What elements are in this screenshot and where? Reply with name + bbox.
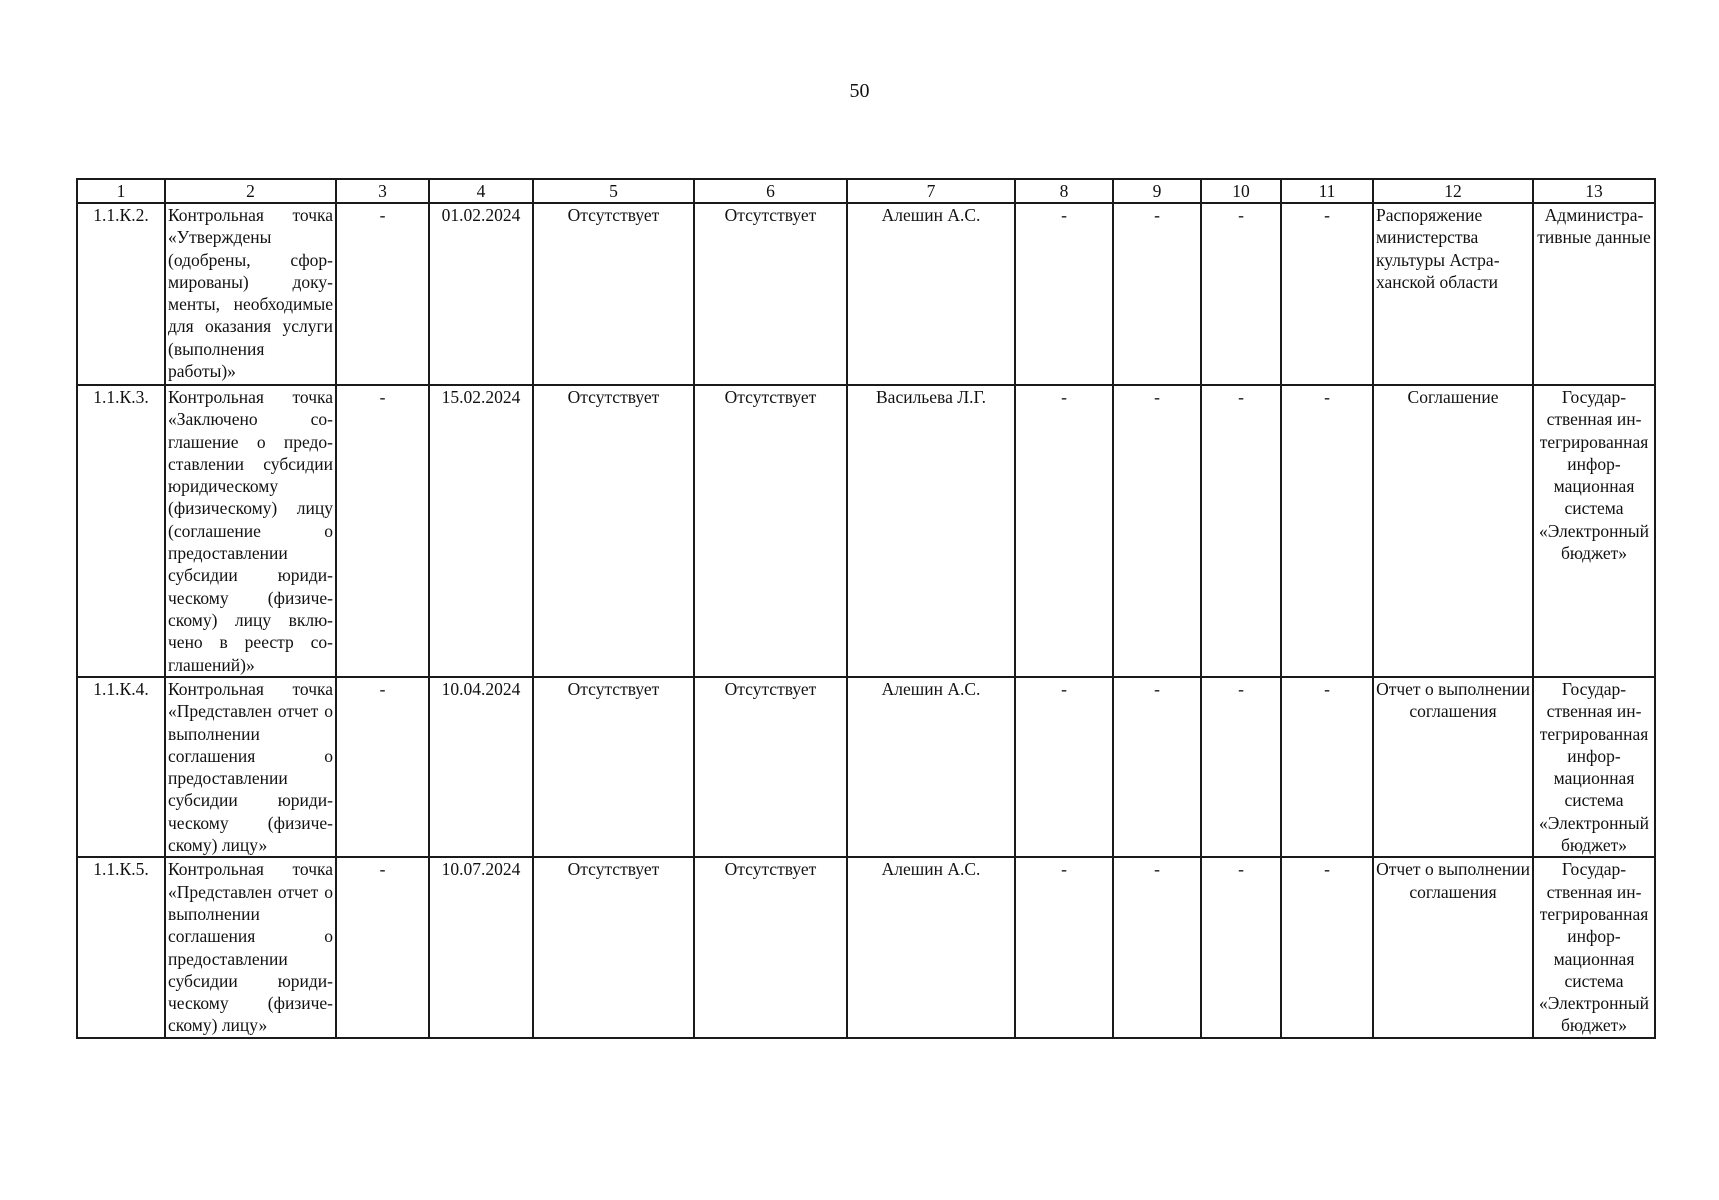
row-col6: Отсутствует [694,385,847,677]
row-description: Контрольная точка «Утверждены (одобрены, сформированы) документы, необходимые для оказания услуги (выполнения работы)» [165,203,336,385]
table-row [77,677,1655,857]
header-col-1: 1 [77,179,165,203]
row-col11: - [1281,857,1373,1037]
row-col11: - [1281,677,1373,857]
row-col9: - [1113,857,1201,1037]
row-col3: - [336,203,429,385]
row-code: 1.1.К.2. [77,203,165,385]
row-col8: - [1015,857,1113,1037]
header-row [77,179,1655,203]
row-responsible: Васильева Л.Г. [847,385,1015,677]
header-col-13: 13 [1533,179,1655,203]
row-col5: Отсутствует [533,677,694,857]
header-col-4: 4 [429,179,533,203]
row-description: Контрольная точка «Заключено соглашение о предоставлении субсидии юридическому (физическому) лицу (соглашение о предоставлении субсидии юридическому (физическому) лицу включено в реестр соглашений)» [165,385,336,677]
row-code: 1.1.К.5. [77,857,165,1037]
header-col-8: 8 [1015,179,1113,203]
row-date: 15.02.2024 [429,385,533,677]
page-number: 50 [849,80,870,102]
row-col8: - [1015,203,1113,385]
table-row [77,385,1655,677]
row-date: 10.04.2024 [429,677,533,857]
row-description: Контрольная точка «Представлен отчет о выполнении соглашения о предоставлении субсидии юридическому (физическому) лицу» [165,857,336,1037]
row-document: Распоряжение министерства культуры Астраханской области [1373,203,1533,385]
row-responsible: Алешин А.С. [847,857,1015,1037]
row-responsible: Алешин А.С. [847,203,1015,385]
row-col10: - [1201,677,1281,857]
header-col-9: 9 [1113,179,1201,203]
header-col-6: 6 [694,179,847,203]
row-col6: Отсутствует [694,677,847,857]
table-body [77,203,1655,1038]
table-row [77,203,1655,385]
header-col-5: 5 [533,179,694,203]
row-col5: Отсутствует [533,857,694,1037]
row-col6: Отсутствует [694,857,847,1037]
row-col11: - [1281,385,1373,677]
row-col11: - [1281,203,1373,385]
table-row [77,857,1655,1037]
header-col-12: 12 [1373,179,1533,203]
header-col-7: 7 [847,179,1015,203]
header-col-11: 11 [1281,179,1373,203]
row-col6: Отсутствует [694,203,847,385]
row-description: Контрольная точка «Представлен отчет о выполнении соглашения о предоставлении субсидии юридическому (физическому) лицу» [165,677,336,857]
row-col5: Отсутствует [533,385,694,677]
row-col3: - [336,857,429,1037]
header-col-2: 2 [165,179,336,203]
row-col3: - [336,677,429,857]
row-col10: - [1201,857,1281,1037]
row-date: 01.02.2024 [429,203,533,385]
row-col10: - [1201,203,1281,385]
row-document: Соглашение [1373,385,1533,677]
header-col-10: 10 [1201,179,1281,203]
row-col8: - [1015,385,1113,677]
row-responsible: Алешин А.С. [847,677,1015,857]
row-col5: Отсутствует [533,203,694,385]
row-col9: - [1113,385,1201,677]
row-date: 10.07.2024 [429,857,533,1037]
row-document: Отчет о выполнении соглашения [1373,857,1533,1037]
row-code: 1.1.К.3. [77,385,165,677]
row-document: Отчет о выполнении соглашения [1373,677,1533,857]
row-source: Государственная интегрированная информационная система «Электронный бюджет» [1533,385,1655,677]
row-col3: - [336,385,429,677]
row-col9: - [1113,677,1201,857]
control-points-table [76,178,1656,1039]
row-source: Административные данные [1533,203,1655,385]
row-code: 1.1.К.4. [77,677,165,857]
table-header [77,179,1655,203]
row-col10: - [1201,385,1281,677]
row-source: Государственная интегрированная информационная система «Электронный бюджет» [1533,677,1655,857]
header-col-3: 3 [336,179,429,203]
row-col8: - [1015,677,1113,857]
row-col9: - [1113,203,1201,385]
row-source: Государственная интегрированная информационная система «Электронный бюджет» [1533,857,1655,1037]
